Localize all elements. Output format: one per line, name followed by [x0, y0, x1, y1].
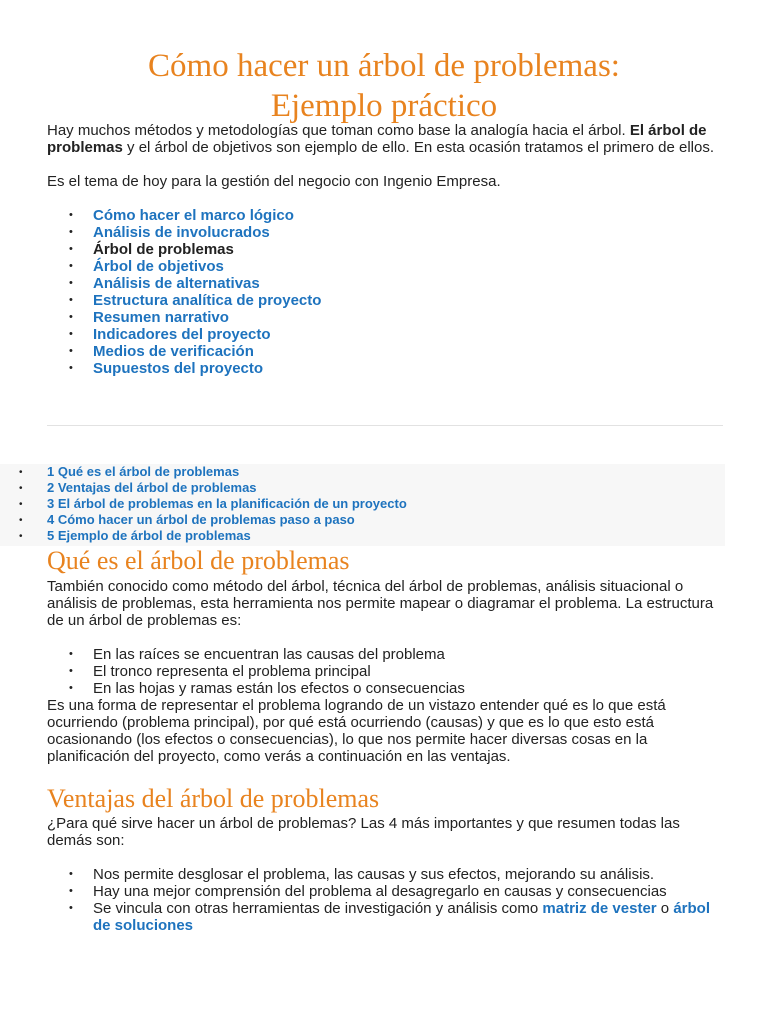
list-item: • Nos permite desglosar el problema, las causas y sus efectos, mejorando su análisis.	[93, 866, 713, 883]
series-item[interactable]	[93, 207, 593, 224]
series-link[interactable]: Cómo hacer el marco lógico	[93, 207, 294, 224]
toc-link[interactable]: 1 Qué es el árbol de problemas	[47, 464, 240, 479]
title-line-2: Ejemplo práctico	[270, 88, 498, 124]
toc-link[interactable]: 4 Cómo hacer un árbol de problemas paso a paso	[47, 512, 355, 527]
series-link[interactable]: Estructura analítica de proyecto	[93, 292, 322, 309]
table-of-contents	[0, 464, 725, 546]
toc-item[interactable]	[47, 496, 407, 512]
structure-list	[93, 646, 713, 697]
page-title	[0, 46, 768, 126]
list-item: • El tronco representa el problema principal	[93, 663, 713, 680]
series-link[interactable]: Supuestos del proyecto	[93, 360, 264, 377]
matriz-vester-link[interactable]: matriz de vester	[542, 900, 657, 917]
divider	[47, 425, 723, 426]
intro-text-1: Hay muchos métodos y metodologías que toman como base la analogía hacia el árbol.	[47, 122, 630, 139]
series-link[interactable]: Árbol de objetivos	[93, 258, 224, 275]
series-item[interactable]	[93, 343, 593, 360]
list-item	[93, 900, 713, 934]
series-item[interactable]	[93, 360, 593, 377]
series-link[interactable]: Indicadores del proyecto	[93, 326, 271, 343]
toc-item[interactable]	[47, 464, 407, 480]
series-link[interactable]: Análisis de involucrados	[93, 224, 270, 241]
list-item: • Hay una mejor comprensión del problema al desagregarlo en causas y consecuencias	[93, 883, 713, 900]
series-item[interactable]	[93, 258, 593, 275]
connector-text: o	[656, 900, 674, 917]
advantages-list	[93, 866, 713, 934]
list-item: • En las hojas y ramas están los efectos o consecuencias	[93, 680, 713, 697]
toc-item[interactable]	[47, 480, 407, 496]
advantage-text: Se vincula con otras herramientas de investigación y análisis como	[93, 900, 543, 917]
toc-list	[47, 464, 407, 544]
section-heading-what-is: Qué es el árbol de problemas	[47, 546, 350, 575]
title-line-1: Cómo hacer un árbol de problemas:	[148, 48, 620, 84]
series-item[interactable]	[93, 292, 593, 309]
toc-link[interactable]: 5 Ejemplo de árbol de problemas	[47, 528, 251, 543]
intro-paragraph	[47, 122, 723, 156]
toc-item[interactable]	[47, 528, 407, 544]
series-link[interactable]: Resumen narrativo	[93, 309, 229, 326]
intro-bold-text: El árbol de problemas	[47, 122, 707, 156]
series-item[interactable]	[93, 326, 593, 343]
section1-paragraph-1: También conocido como método del árbol, técnica del árbol de problemas, análisis situacional o análisis de problemas, esta herramienta nos permite mapear o diagramar el problema. La estructura de un árbol de problemas es:	[47, 578, 714, 629]
list-item: • En las raíces se encuentran las causas del problema	[93, 646, 713, 663]
series-item[interactable]	[93, 309, 593, 326]
series-item[interactable]	[93, 275, 593, 292]
toc-item[interactable]	[47, 512, 407, 528]
section2-paragraph-1: ¿Para qué sirve hacer un árbol de problemas? Las 4 más importantes y que resumen todas las demás son:	[47, 815, 680, 849]
intro-text-2: y el árbol de objetivos son ejemplo de ello. En esta ocasión tratamos el primero de ellos.	[122, 139, 715, 156]
series-item[interactable]	[93, 224, 593, 241]
series-link[interactable]: Medios de verificación	[93, 343, 254, 360]
series-item-current	[93, 241, 593, 258]
toc-link[interactable]: 3 El árbol de problemas en la planificación de un proyecto	[47, 496, 407, 511]
intro-paragraph-2: Es el tema de hoy para la gestión del negocio con Ingenio Empresa.	[47, 173, 501, 190]
arbol-soluciones-link[interactable]: árbol de soluciones	[93, 900, 711, 934]
series-current-label: Árbol de problemas	[93, 241, 234, 258]
toc-link[interactable]: 2 Ventajas del árbol de problemas	[47, 480, 257, 495]
section-heading-advantages: Ventajas del árbol de problemas	[47, 784, 380, 813]
series-link[interactable]: Análisis de alternativas	[93, 275, 260, 292]
series-link-list	[93, 207, 593, 377]
section1-paragraph-2: Es una forma de representar el problema logrando de un vistazo entender qué es lo que está ocurriendo (problema principal), por qué está ocurriendo (causas) y que es lo que esto está ocasionando (los efectos o consecuencias), lo que nos permite hacer diversas cosas en la planificación del proyecto, como verás a continuación en las ventajas.	[47, 697, 666, 765]
